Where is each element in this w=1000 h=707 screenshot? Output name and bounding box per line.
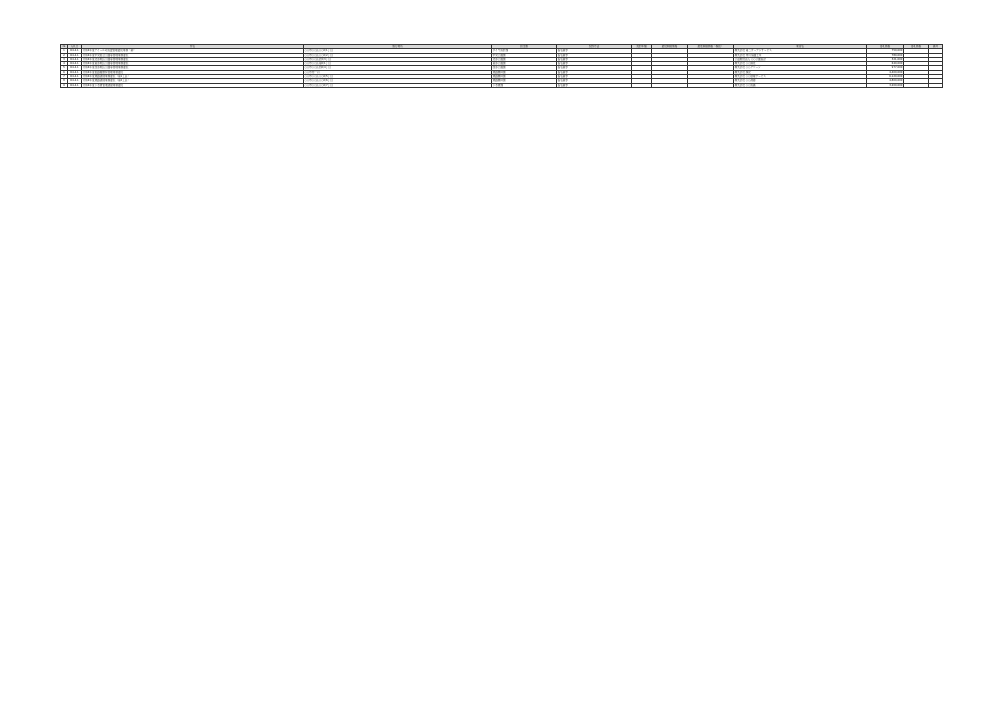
table-cell: 株式会社 ○○グリーン xyxy=(734,66,867,70)
table-cell: 株式会社 第二ガーデンサービス xyxy=(734,49,867,53)
table-cell: 令和4年度街路樹維持管理業務委託 xyxy=(82,70,304,74)
table-cell: 指名競争 xyxy=(557,57,632,61)
table-cell: 321,000 xyxy=(867,57,904,61)
table-cell: 株式会社 緑化 xyxy=(734,70,867,74)
table-cell: 指名競争 xyxy=(557,83,632,87)
table-cell: 640,000 xyxy=(867,62,904,66)
table-cell: 令和4年度西部地区公園等管理業務委託 xyxy=(82,66,304,70)
header-cell: 業者名 xyxy=(734,45,867,49)
table-cell: 指名競争 xyxy=(557,79,632,83)
table-cell: 6 xyxy=(61,70,68,74)
table-cell: 指名競争 xyxy=(557,75,632,79)
table-cell: ○○市○○区○○町5丁目 xyxy=(304,75,492,79)
table-cell: R4.4.1 xyxy=(68,62,82,66)
table-cell: ○○市○○区○○町1丁目 xyxy=(304,49,492,53)
table-cell: 株式会社 ○○緑化 xyxy=(734,62,867,66)
table-cell xyxy=(904,83,929,87)
table-cell: 780,000 xyxy=(867,53,904,57)
table-cell: R4.4.1 xyxy=(68,57,82,61)
table-cell: 令和4年度道路清掃業務委託（第2工区） xyxy=(82,79,304,83)
table-cell: 株式会社 ○○設備 xyxy=(734,83,867,87)
table-cell: ○○市○○区西町4丁目 xyxy=(304,66,492,70)
table-cell: 株式会社 ○○清掃 xyxy=(734,79,867,83)
table-cell: 南部公園課 xyxy=(492,62,557,66)
header-cell: 備考 xyxy=(929,45,943,49)
table-cell: 西部公園課 xyxy=(492,66,557,70)
table-cell: ○○市○○区○○町2丁目 xyxy=(304,53,492,57)
table-cell: 中央公園課 xyxy=(492,53,557,57)
header-cell: 件名 xyxy=(82,45,304,49)
table-cell: R4.4.1 xyxy=(68,75,82,79)
table-cell: 3,200,000 xyxy=(867,83,904,87)
table-cell: 指名競争 xyxy=(557,49,632,53)
table-cell: ダイヤ設計課 xyxy=(492,49,557,53)
table-cell: 4,400,000 xyxy=(867,70,904,74)
table-cell: 6,120,000 xyxy=(867,75,904,79)
table-cell: 8 xyxy=(61,79,68,83)
header-cell: 担当課 xyxy=(492,45,557,49)
table-cell: 道路維持課 xyxy=(492,70,557,74)
table-cell: 株式会社 市川造園土木 xyxy=(734,53,867,57)
header-cell: 契約方法 xyxy=(557,45,632,49)
table-cell: 道路維持課 xyxy=(492,75,557,79)
table-cell: 5 xyxy=(61,66,68,70)
header-cell: 施行場所 xyxy=(304,45,492,49)
table-cell xyxy=(929,83,943,87)
table-cell: 750,000 xyxy=(867,49,904,53)
table-cell xyxy=(632,83,652,87)
table-cell: R4.4.1 xyxy=(68,79,82,83)
table-cell: ○○市○○区南町1丁目 xyxy=(304,62,492,66)
table-cell: 令和4年度中央総合公園等管理業務委託 xyxy=(82,53,304,57)
header-cell: № xyxy=(61,45,68,49)
table-cell: 道路維持課 xyxy=(492,79,557,83)
table-cell: 北部公園課 xyxy=(492,57,557,61)
table-cell: ○○市○○区○○町6丁目 xyxy=(304,79,492,83)
table-cell: 下水道課 xyxy=(492,83,557,87)
table-cell: 指名競争 xyxy=(557,70,632,74)
data-table xyxy=(60,44,943,88)
table-cell: 指名競争 xyxy=(557,53,632,57)
table-cell: 4,800,000 xyxy=(867,79,904,83)
header-cell: 落札価格 xyxy=(867,45,904,49)
table-cell: 令和4年度道路清掃業務委託（第1工区） xyxy=(82,75,304,79)
table-cell: 令和4年度下水道管渠清掃業務委託 xyxy=(82,83,304,87)
table-cell xyxy=(688,83,734,87)
header-cell: 契約年額 xyxy=(632,45,652,49)
table-cell: 977,000 xyxy=(867,66,904,70)
table-cell: R4.4.1 xyxy=(68,53,82,57)
header-cell: 落札価格 xyxy=(904,45,929,49)
table-cell: ○○市○○区北町3丁目 xyxy=(304,57,492,61)
table-cell: 株式会社 ○○環境サービス xyxy=(734,75,867,79)
table-cell: 令和4年度南部地区公園等管理業務委託 xyxy=(82,62,304,66)
header-cell: 入札日 xyxy=(68,45,82,49)
table-cell: 7 xyxy=(61,75,68,79)
table-cell: 指名競争 xyxy=(557,62,632,66)
table-cell: 3 xyxy=(61,57,68,61)
table-cell: 9 xyxy=(61,83,68,87)
header-cell: 最低制限価格 xyxy=(652,45,688,49)
table-cell xyxy=(652,83,688,87)
table-cell: 4 xyxy=(61,62,68,66)
table-cell: R4.4.1 xyxy=(68,66,82,70)
header-cell: 最低制限価格（税抜） xyxy=(688,45,734,49)
table-cell: R4.4.1 xyxy=(68,83,82,87)
table-cell: R4.4.1 xyxy=(68,70,82,74)
table-cell: ○○市○○区○○町7丁目 xyxy=(304,83,492,87)
table-body xyxy=(61,49,943,88)
table-cell: 令和4年度北部地区公園等管理業務委託 xyxy=(82,57,304,61)
table-cell: 2 xyxy=(61,53,68,57)
table-cell: ○○市内一円 xyxy=(304,70,492,74)
table-cell: 公益財団法人 ○○公園協会 xyxy=(734,57,867,61)
table-cell: 1 xyxy=(61,49,68,53)
table-cell: 指名競争 xyxy=(557,66,632,70)
table-cell: 令和4年度デイールの設置管理委託業務（新） xyxy=(82,49,304,53)
table-row xyxy=(61,83,943,87)
table-cell: R4.4.1 xyxy=(68,49,82,53)
